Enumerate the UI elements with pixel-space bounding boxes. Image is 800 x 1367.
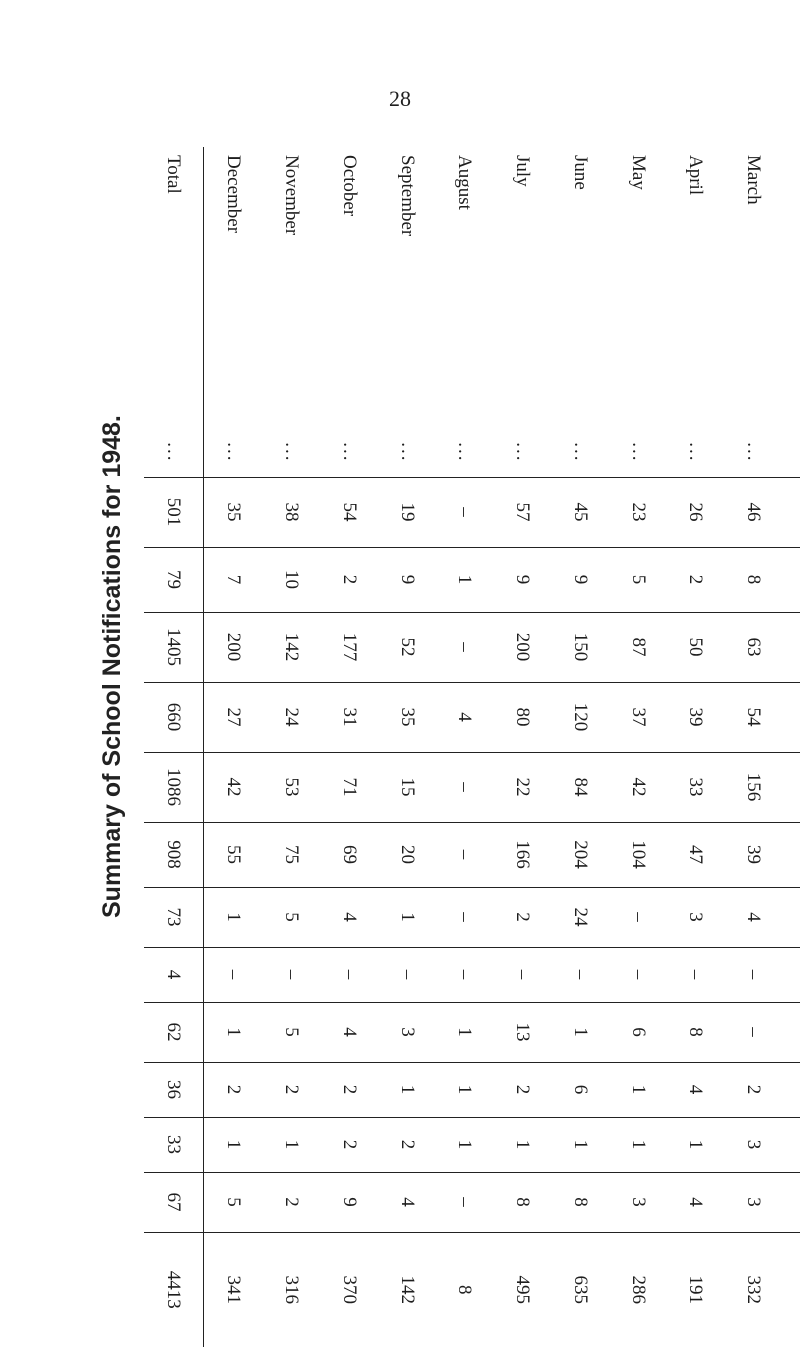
cell-measles: 1405 [144,612,203,682]
cell-mumps: 47 [666,822,724,887]
cell-chickenpox: 15 [378,752,436,822]
leader-dots: ... [454,442,476,463]
cell-scabies: 1 [551,1117,609,1172]
cell-mumps: 55 [203,822,262,887]
cell-measles [782,612,800,682]
cell-influenza [782,947,800,1002]
cell-german: 73 [144,887,203,947]
leader-dots: ... [396,442,418,463]
cell-chickenpox [782,752,800,822]
cell-german: 4 [320,887,378,947]
cell-whooping: 27 [203,682,262,752]
cell-other [782,1172,800,1232]
cell-influenza: – [724,947,782,1002]
month-cell [262,147,320,477]
cell-other: 4 [666,1172,724,1232]
cell-influenza: – [609,947,667,1002]
cell-impetigo: 5 [262,1002,320,1062]
month-label: June [569,155,591,190]
month-cell [435,147,493,477]
cell-impetigo [782,1002,800,1062]
month-label: April [685,155,707,196]
cell-ringworm: 2 [493,1062,551,1117]
month-label: March [743,155,765,205]
leader-dots: ... [743,442,765,463]
leader-dots: ... [627,442,649,463]
cell-influenza: – [435,947,493,1002]
cell-cases: 501 [144,477,203,547]
cell-impetigo: 1 [435,1002,493,1062]
cell-whooping [782,682,800,752]
cell-measles: 50 [666,612,724,682]
cell-mumps: 39 [724,822,782,887]
cell-scabies: 2 [320,1117,378,1172]
cell-whooping: 31 [320,682,378,752]
cell-other: 67 [144,1172,203,1232]
month-label: August [454,155,476,210]
month-cell [378,147,436,477]
cell-other: 3 [724,1172,782,1232]
table-row [551,147,609,1347]
cell-impetigo: 1 [551,1002,609,1062]
cell-ringworm: 1 [378,1062,436,1117]
cell-cases: – [435,477,493,547]
cell-influenza: – [262,947,320,1002]
cell-german: 1 [378,887,436,947]
leader-dots: ... [163,442,185,463]
cell-other: 3 [609,1172,667,1232]
cell-impetigo: 1 [203,1002,262,1062]
cell-influenza: 4 [144,947,203,1002]
cell-ringworm: 4 [666,1062,724,1117]
cell-scarlet: 9 [378,547,436,612]
cell-chickenpox: 42 [203,752,262,822]
cell-whooping: 35 [378,682,436,752]
table-row [724,147,782,1347]
cell-mumps: 204 [551,822,609,887]
cell-chickenpox: 1086 [144,752,203,822]
cell-scarlet: 8 [724,547,782,612]
table-row [262,147,320,1347]
month-cell [666,147,724,477]
cell-impetigo: 4 [320,1002,378,1062]
table-row [782,147,800,1347]
summary-table-container [144,147,800,1347]
month-cell [782,147,800,477]
month-label: September [396,155,418,237]
month-label: October [338,155,360,217]
cell-german: – [435,887,493,947]
table-row [609,147,667,1347]
totals-row [144,147,203,1347]
cell-total: 8 [454,1285,476,1295]
cell-ringworm: 1 [609,1062,667,1117]
cell-scarlet [782,547,800,612]
cell-mumps: 75 [262,822,320,887]
cell-other: 9 [320,1172,378,1232]
cell-cases: 57 [493,477,551,547]
cell-measles: 63 [724,612,782,682]
cell-chickenpox: 156 [724,752,782,822]
cell-whooping: 37 [609,682,667,752]
cell-total [782,1232,800,1347]
cell-impetigo: 13 [493,1002,551,1062]
cell-scarlet: 5 [609,547,667,612]
cell-ringworm: 6 [551,1062,609,1117]
cell-scabies [782,1117,800,1172]
table-row [320,147,378,1347]
table-title: Summary of School Notifications for 1948. [98,415,126,918]
cell-other: – [435,1172,493,1232]
cell-cases: 46 [724,477,782,547]
cell-measles: 200 [493,612,551,682]
cell-total: 635 [569,1275,591,1304]
cell-german: 3 [666,887,724,947]
cell-whooping: 24 [262,682,320,752]
table-row [435,147,493,1347]
cell-german: 5 [262,887,320,947]
cell-german: 4 [724,887,782,947]
cell-other: 8 [551,1172,609,1232]
cell-whooping: 39 [666,682,724,752]
cell-ringworm: 36 [144,1062,203,1117]
cell-impetigo: 8 [666,1002,724,1062]
month-cell [493,147,551,477]
cell-ringworm: 2 [320,1062,378,1117]
cell-whooping: 660 [144,682,203,752]
cell-influenza: – [551,947,609,1002]
cell-other: 4 [378,1172,436,1232]
cell-influenza: – [203,947,262,1002]
cell-total: 332 [743,1275,765,1304]
cell-mumps [782,822,800,887]
cell-german [782,887,800,947]
cell-scarlet: 1 [435,547,493,612]
cell-other: 2 [262,1172,320,1232]
cell-whooping: 4 [435,682,493,752]
table-row [493,147,551,1347]
cell-mumps: 166 [493,822,551,887]
cell-scarlet: 10 [262,547,320,612]
cell-measles: 177 [320,612,378,682]
cell-chickenpox: – [435,752,493,822]
month-label: Total [163,155,185,194]
cell-chickenpox: 53 [262,752,320,822]
leader-dots: ... [569,442,591,463]
cell-mumps: 104 [609,822,667,887]
cell-german: 1 [203,887,262,947]
notifications-table [144,147,800,1347]
cell-other: 5 [203,1172,262,1232]
month-cell [144,147,203,477]
cell-scarlet: 79 [144,547,203,612]
leader-dots: ... [222,442,244,463]
cell-scabies: 33 [144,1117,203,1172]
cell-total: 341 [222,1275,244,1304]
cell-impetigo: 62 [144,1002,203,1062]
cell-scarlet: 2 [320,547,378,612]
cell-total: 4413 [144,1232,203,1347]
cell-total: 370 [338,1275,360,1304]
cell-cases [782,477,800,547]
cell-ringworm: 2 [724,1062,782,1117]
month-label: May [627,155,649,190]
cell-other: 8 [493,1172,551,1232]
month-cell [320,147,378,477]
leader-dots: ... [338,442,360,463]
cell-ringworm [782,1062,800,1117]
cell-mumps: 20 [378,822,436,887]
cell-cases: 45 [551,477,609,547]
cell-scabies: 1 [262,1117,320,1172]
cell-influenza: – [493,947,551,1002]
cell-whooping: 54 [724,682,782,752]
cell-scabies: 1 [493,1117,551,1172]
month-cell [609,147,667,477]
cell-scarlet: 9 [493,547,551,612]
table-row [378,147,436,1347]
table-row [203,147,262,1347]
cell-total: 191 [685,1275,707,1304]
table-row [666,147,724,1347]
cell-chickenpox: 22 [493,752,551,822]
cell-measles: – [435,612,493,682]
cell-influenza: – [378,947,436,1002]
cell-cases: 19 [378,477,436,547]
cell-measles: 52 [378,612,436,682]
cell-scabies: 2 [378,1117,436,1172]
cell-impetigo: 6 [609,1002,667,1062]
cell-total: 142 [396,1275,418,1304]
cell-scabies: 3 [724,1117,782,1172]
leader-dots: ... [685,442,707,463]
cell-influenza: – [666,947,724,1002]
cell-mumps: 908 [144,822,203,887]
cell-ringworm: 1 [435,1062,493,1117]
cell-scarlet: 2 [666,547,724,612]
cell-ringworm: 2 [262,1062,320,1117]
cell-impetigo: 3 [378,1002,436,1062]
cell-measles: 200 [203,612,262,682]
cell-measles: 87 [609,612,667,682]
cell-cases: 38 [262,477,320,547]
month-label: December [222,155,244,234]
cell-total: 495 [512,1275,534,1304]
cell-measles: 150 [551,612,609,682]
cell-measles: 142 [262,612,320,682]
cell-scarlet: 9 [551,547,609,612]
cell-cases: 26 [666,477,724,547]
cell-german: – [609,887,667,947]
page-number: 28 [389,86,411,111]
cell-whooping: 120 [551,682,609,752]
cell-cases: 23 [609,477,667,547]
cell-ringworm: 2 [203,1062,262,1117]
leader-dots: ... [512,442,534,463]
leader-dots: ... [281,442,303,463]
month-label: November [281,155,303,236]
cell-scabies: 1 [203,1117,262,1172]
cell-mumps: 69 [320,822,378,887]
cell-german: 2 [493,887,551,947]
cell-chickenpox: 33 [666,752,724,822]
cell-total: 286 [627,1275,649,1304]
cell-german: 24 [551,887,609,947]
month-cell [724,147,782,477]
cell-impetigo: – [724,1002,782,1062]
cell-chickenpox: 71 [320,752,378,822]
month-cell [203,147,262,477]
month-label: July [512,155,534,187]
cell-chickenpox: 84 [551,752,609,822]
cell-cases: 35 [203,477,262,547]
cell-total: 316 [281,1275,303,1304]
cell-scarlet: 7 [203,547,262,612]
cell-chickenpox: 42 [609,752,667,822]
month-cell [551,147,609,477]
cell-cases: 54 [320,477,378,547]
cell-scabies: 1 [609,1117,667,1172]
cell-mumps: – [435,822,493,887]
cell-scabies: 1 [435,1117,493,1172]
cell-whooping: 80 [493,682,551,752]
cell-influenza: – [320,947,378,1002]
cell-scabies: 1 [666,1117,724,1172]
